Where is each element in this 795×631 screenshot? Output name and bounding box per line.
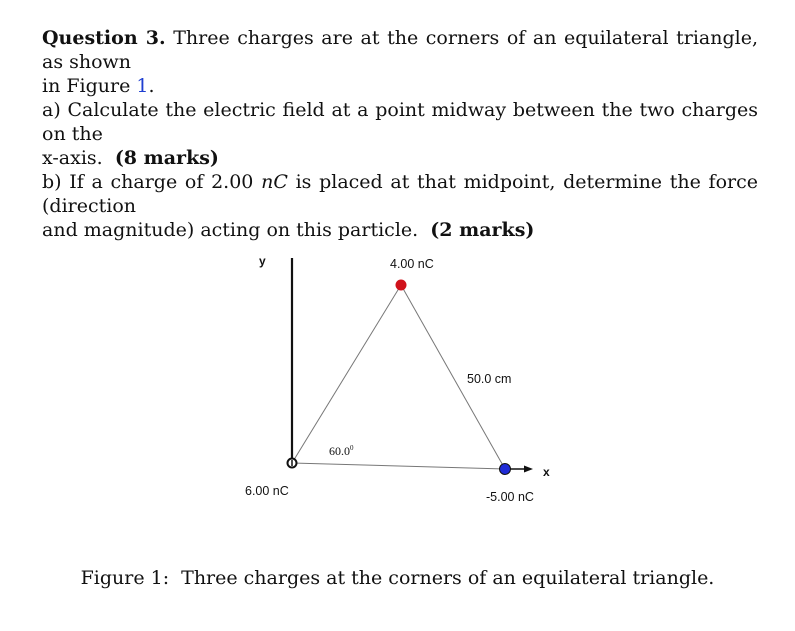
- charge-top-label: 4.00 nC: [390, 257, 434, 271]
- figure-reference-link[interactable]: 1: [136, 75, 149, 97]
- charge-right-label: -5.00 nC: [486, 490, 534, 504]
- part-a-line-1: a) Calculate the electric field at a point midway between the two charges on the: [42, 99, 758, 145]
- part-b-cont: and magnitude) acting on this particle.: [42, 219, 419, 241]
- question-label: Question 3.: [42, 27, 166, 49]
- charge-right: [500, 464, 511, 475]
- x-axis-label: x: [543, 465, 550, 479]
- triangle-side-bottom: [292, 463, 505, 469]
- question-intro-cont: in Figure: [42, 75, 131, 97]
- angle-label: [329, 444, 354, 458]
- charge-left-label: 6.00 nC: [245, 484, 289, 498]
- y-axis-label: y: [259, 254, 266, 268]
- part-b-unit: nC: [261, 171, 288, 193]
- angle-degree-sign: 0: [350, 444, 354, 452]
- part-b-marks: (2 marks): [430, 219, 535, 241]
- caption-label: Figure 1:: [80, 567, 170, 589]
- figure-caption: [0, 566, 795, 590]
- question-intro: Three charges are at the corners of an equilateral triangle, as shown: [42, 27, 758, 73]
- caption-text: Three charges at the corners of an equilateral triangle.: [181, 567, 715, 589]
- side-length-label: 50.0 cm: [467, 372, 512, 386]
- part-a-marks: (8 marks): [114, 147, 219, 169]
- part-b-pre: b) If a charge of 2.00: [42, 171, 254, 193]
- triangle-side-left: [292, 285, 401, 463]
- part-a-cont: x-axis.: [42, 147, 103, 169]
- part-b-post: is placed at that midpoint, determine the force (direction: [42, 171, 758, 217]
- charge-top: [396, 280, 407, 291]
- question-period: .: [148, 75, 155, 97]
- angle-value: 60.0: [329, 444, 350, 458]
- x-axis-arrow-icon: [524, 466, 533, 473]
